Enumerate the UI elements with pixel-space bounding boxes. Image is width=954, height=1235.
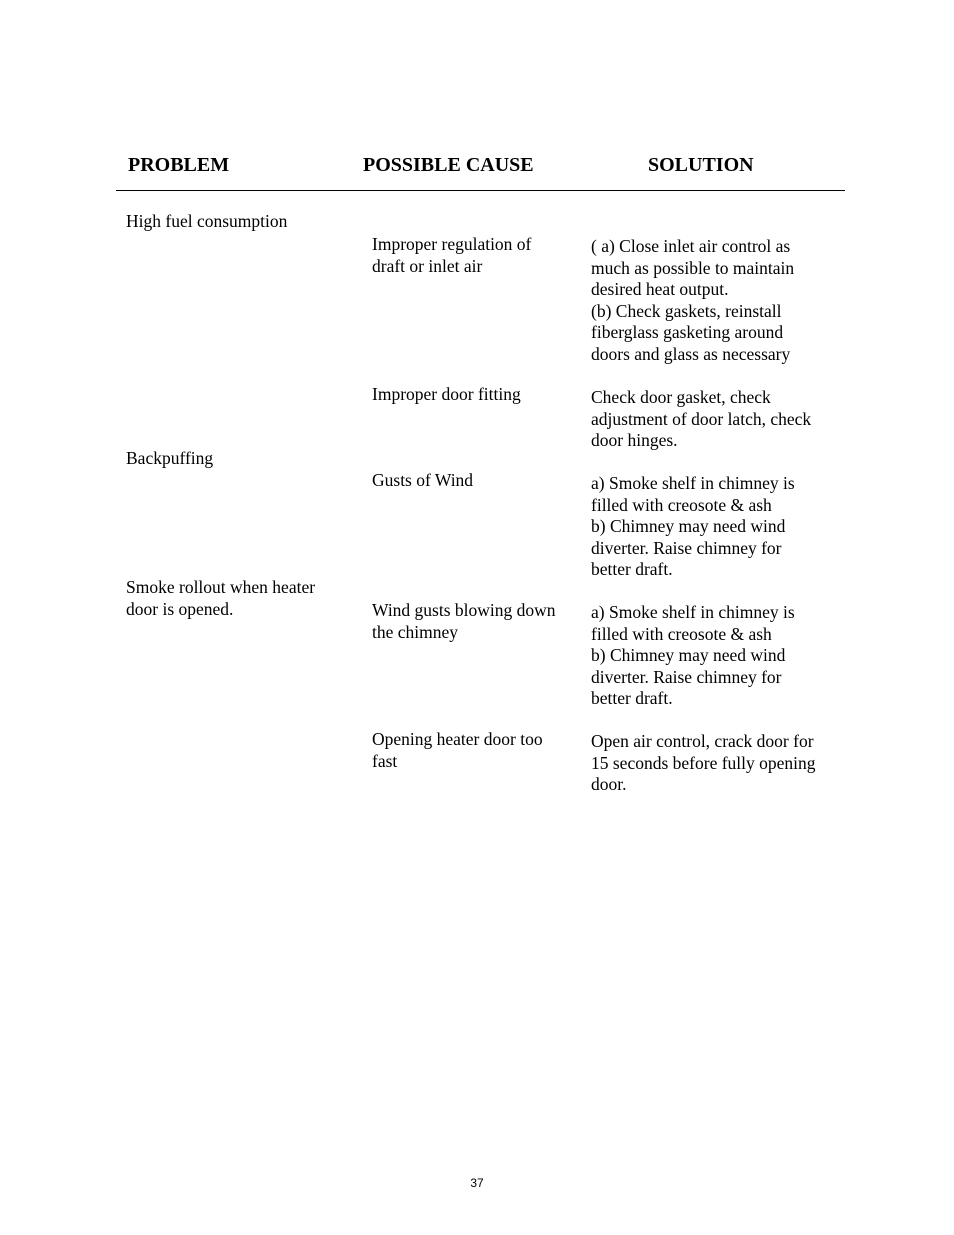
solution-inlet-air-gaskets: ( a) Close inlet air control as much as possible to maintain desired heat output. (b) Check gaskets, reinstall fiberglass gasketing around doors and glass as necessary <box>591 236 795 364</box>
header-possible-cause: POSSIBLE CAUSE <box>363 154 534 176</box>
header-solution: SOLUTION <box>648 154 754 176</box>
solution-smoke-shelf-wind-down: a) Smoke shelf in chimney is filled with creosote & ash b) Chimney may need wind diverter. Raise chimney for better draft. <box>591 602 795 709</box>
header-divider <box>116 190 845 191</box>
header-problem: PROBLEM <box>128 154 230 176</box>
cause-gusts-of-wind: Gusts of Wind <box>372 470 474 490</box>
problem-high-fuel-consumption: High fuel consumption <box>126 211 288 231</box>
cause-improper-door-fitting: Improper door fitting <box>372 384 521 404</box>
page-number: 37 <box>470 1176 484 1190</box>
problem-backpuffing: Backpuffing <box>126 448 214 468</box>
solution-door-gasket-latch: Check door gasket, check adjustment of door latch, check door hinges. <box>591 387 812 451</box>
cause-wind-gusts-down-chimney: Wind gusts blowing down the chimney <box>372 600 556 642</box>
cause-opening-door-too-fast: Opening heater door too fast <box>372 729 543 771</box>
solution-smoke-shelf-gusts: a) Smoke shelf in chimney is filled with creosote & ash b) Chimney may need wind diverter. Raise chimney for better draft. <box>591 473 795 580</box>
problem-smoke-rollout: Smoke rollout when heater door is opened. <box>126 577 316 619</box>
solution-open-air-control: Open air control, crack door for 15 seconds before fully opening door. <box>591 731 816 795</box>
cause-improper-regulation: Improper regulation of draft or inlet air <box>372 234 532 276</box>
